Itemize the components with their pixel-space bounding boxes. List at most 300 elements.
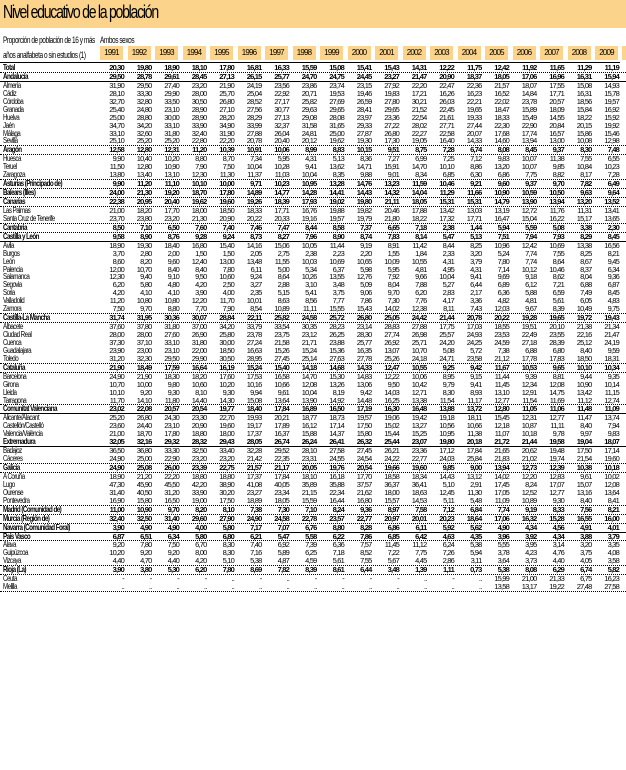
cell-value: 5,38 [470, 540, 482, 550]
cell-value: 32,16 [136, 437, 152, 447]
cell-value: 29,50 [109, 71, 124, 81]
cell-value: 13,94 [521, 136, 537, 146]
cell-value: 7,49 [580, 288, 592, 298]
cell-value: 18,30 [164, 371, 179, 381]
cell-value: 11,75 [467, 63, 482, 72]
cell-value: 8,36 [360, 154, 372, 164]
cell-value: 15,49 [521, 112, 537, 122]
cell-value: 7,21 [552, 280, 564, 290]
row-label: Zamora [3, 304, 22, 314]
cell-value: 3,78 [497, 548, 509, 558]
cell-value: 20,57 [164, 404, 179, 414]
cell-value: 9,71 [250, 179, 262, 189]
cell-value: 28,95 [246, 353, 262, 363]
cell-value: 31,20 [164, 487, 179, 497]
year-header-cutoff [622, 46, 626, 60]
cell-value: 10,03 [301, 256, 317, 266]
cell-value: 12,73 [521, 463, 537, 472]
cell-value: 6,34 [607, 264, 619, 274]
cell-value: 17,88 [411, 205, 427, 215]
cell-value: 21,00 [521, 574, 537, 584]
cell-value: 5,15 [277, 288, 289, 298]
cell-value: 28,02 [411, 120, 427, 130]
cell-value: 18,55 [494, 322, 509, 332]
cell-value: 25,82 [301, 96, 317, 106]
cell-value: 14,71 [356, 162, 372, 172]
cell-value: 6,44 [360, 565, 372, 575]
cell-value: 23,15 [356, 80, 372, 90]
cell-value: 3,20 [580, 540, 592, 550]
cell-value: 18,00 [191, 205, 207, 215]
cell-value: 22,58 [439, 128, 454, 138]
cell-value: 11,30 [467, 487, 482, 497]
cell-value: 10,90 [494, 188, 509, 198]
cell-value: 9,19 [360, 240, 372, 250]
cell-value: 2,30 [607, 222, 619, 232]
cell-value: 22,16 [576, 330, 592, 339]
cell-value: 14,60 [494, 136, 509, 146]
cell-value: 6,75 [580, 574, 592, 584]
cell-value: 7,50 [222, 162, 234, 172]
cell-value: 17,70 [356, 471, 372, 481]
cell-value: - [259, 574, 262, 584]
cell-value: 21,30 [136, 188, 152, 198]
cell-value: 12,83 [549, 471, 564, 481]
cell-value: 8,93 [470, 387, 482, 397]
cell-value: 12,77 [494, 395, 509, 405]
cell-value: 15,55 [329, 304, 344, 314]
cell-value: .. [341, 582, 344, 592]
cell-value: 26,80 [356, 313, 372, 323]
cell-value: 14,76 [356, 179, 372, 189]
cell-value: 16,63 [246, 345, 262, 355]
cell-value: 10,60 [191, 379, 207, 389]
cell-value: 12,40 [191, 256, 207, 266]
cell-value: 9,24 [222, 231, 234, 241]
cell-value: 11,07 [494, 429, 509, 439]
row-label: Castilla y León [3, 231, 39, 241]
table-row [0, 583, 626, 592]
cell-value: 27,24 [246, 337, 262, 347]
cell-value: 41,08 [246, 479, 262, 489]
cell-value: 27,78 [356, 353, 372, 363]
cell-value: 9,42 [470, 362, 482, 372]
cell-value: 20,95 [136, 197, 152, 206]
cell-value: 19,06 [384, 413, 399, 423]
cell-value: 7,28 [607, 170, 619, 180]
cell-value: 20,62 [521, 446, 537, 456]
cell-value: 9,41 [470, 379, 482, 389]
cell-value: 22,20 [164, 471, 179, 481]
cell-value: 9,44 [580, 371, 592, 381]
cell-value: 13,38 [411, 395, 427, 405]
cell-value: 11,03 [274, 170, 289, 180]
cell-value: 25,05 [384, 313, 399, 323]
cell-value: 13,20 [576, 197, 592, 206]
cell-value: 14,89 [246, 188, 262, 198]
cell-value: 29,33 [356, 120, 372, 130]
cell-value: 33,54 [274, 322, 289, 332]
cell-value: 16,33 [274, 63, 289, 72]
cell-value: 28,23 [329, 322, 344, 332]
cell-value: 24,80 [136, 104, 152, 114]
cell-value: 5,11 [443, 495, 454, 505]
cell-value: 19,62 [191, 197, 207, 206]
page-title: Nivel educativo de la población [3, 2, 158, 22]
cell-value: 25,10 [109, 136, 124, 146]
cell-value: 7,94 [607, 421, 619, 431]
cell-value: 35,88 [329, 479, 344, 489]
cell-value: 5,00 [277, 264, 289, 274]
cell-value: 26,80 [219, 96, 234, 106]
cell-value: 8,10 [195, 387, 207, 397]
cell-value: 42,20 [191, 479, 207, 489]
cell-value: 21,30 [191, 213, 207, 223]
cell-value: 14,02 [384, 304, 399, 314]
cell-value: 14,77 [274, 188, 289, 198]
cell-value: 24,03 [439, 454, 454, 464]
row-label: Cuenca [3, 337, 22, 347]
cell-value: 18,80 [191, 471, 207, 481]
cell-value: 10,66 [466, 421, 482, 431]
cell-value: 4,00 [222, 288, 234, 298]
cell-value: 29,65 [384, 104, 399, 114]
row-label: Valladolid [3, 296, 25, 306]
cell-value: 28,20 [219, 112, 234, 122]
cell-value: 6,12 [525, 280, 537, 290]
cell-value: 6,25 [305, 548, 317, 558]
cell-value: 10,55 [411, 256, 427, 266]
cell-value: 15,94 [604, 71, 619, 81]
cell-value: 33,10 [164, 337, 179, 347]
cell-value: 14,31 [411, 63, 427, 72]
cell-value: 27,80 [384, 96, 399, 106]
cell-value: 7,10 [140, 222, 152, 232]
cell-value: 14,55 [549, 112, 564, 122]
cell-value: 7,38 [250, 504, 262, 514]
cell-value: 12,30 [109, 272, 124, 282]
cell-value: 10,46 [439, 179, 454, 189]
cell-value: 3,48 [332, 280, 344, 290]
cell-value: 7,77 [332, 296, 344, 306]
cell-value: 28,80 [136, 112, 152, 122]
year-header-1999: 1999 [320, 46, 343, 60]
year-header-1991: 1991 [100, 46, 123, 60]
cell-value: 1,50 [222, 248, 234, 258]
cell-value: 4,00 [195, 522, 207, 532]
cell-value: 18,90 [109, 240, 124, 250]
cell-value: 11,48 [577, 404, 592, 414]
cell-value: 23,58 [466, 353, 482, 363]
cell-value: 17,45 [494, 479, 509, 489]
cell-value: 9,20 [140, 548, 152, 558]
cell-value: 23,39 [191, 463, 207, 472]
cell-value: 10,18 [521, 429, 537, 439]
cell-value: 16,23 [604, 574, 619, 584]
cell-value: 8,30 [222, 548, 234, 558]
cell-value: 25,26 [384, 353, 399, 363]
cell-value: 27,87 [356, 128, 372, 138]
year-header-1994: 1994 [183, 46, 206, 60]
cell-value: 14,43 [356, 188, 372, 198]
cell-value: 7,80 [222, 565, 234, 575]
cell-value: 10,40 [136, 154, 152, 164]
cell-value: 12,20 [521, 471, 537, 481]
cell-value: 13,40 [136, 170, 152, 180]
cell-value: 15,06 [274, 240, 289, 250]
cell-value: 6,87 [607, 280, 619, 290]
row-label: Comunitat Valenciana [3, 404, 57, 414]
cell-value: 15,31 [439, 197, 454, 206]
cell-value: 4,10 [167, 288, 179, 298]
cell-value: 10,34 [604, 362, 619, 372]
cell-value: 34,20 [136, 120, 152, 130]
cell-value: 26,15 [246, 71, 262, 81]
cell-value: 31,80 [164, 128, 179, 138]
cell-value: 11,67 [494, 362, 509, 372]
cell-value: 23,60 [109, 421, 124, 431]
cell-value: 13,64 [274, 395, 289, 405]
cell-value: 22,90 [521, 120, 537, 130]
cell-value: 8,33 [552, 504, 564, 514]
cell-value: 24,54 [356, 454, 372, 464]
cell-value: 12,47 [384, 362, 399, 372]
row-label: Tarragona [3, 395, 27, 405]
cell-value: 18,31 [604, 353, 619, 363]
cell-value: 10,50 [549, 188, 564, 198]
cell-value: 3,35 [607, 540, 619, 550]
cell-value: 5,72 [470, 345, 482, 355]
cell-value: 9,64 [607, 188, 619, 198]
cell-value: 10,10 [109, 387, 124, 397]
cell-value: 4,56 [552, 522, 564, 532]
cell-value: 18,10 [301, 471, 317, 481]
cell-value: 5,62 [470, 522, 482, 532]
row-label: Lugo [3, 479, 15, 489]
cell-value: 7,27 [387, 154, 399, 164]
cell-value: 12,34 [521, 379, 537, 389]
cell-value: 3,75 [332, 288, 344, 298]
cell-value: 23,00 [136, 345, 152, 355]
cell-value: 11,20 [109, 296, 124, 306]
cell-value: 29,90 [191, 353, 207, 363]
cell-value: 6,74 [470, 145, 482, 155]
cell-value: .. [203, 582, 207, 592]
cell-value: 8,60 [112, 256, 124, 266]
cell-value: 19,17 [246, 421, 262, 431]
cell-value: 8,30 [442, 387, 454, 397]
cell-value: 27,90 [219, 513, 234, 523]
cell-value: 8,11 [443, 304, 454, 314]
cell-value: 7,50 [112, 304, 124, 314]
cell-value: 6,55 [607, 154, 619, 164]
year-header-2003: 2003 [430, 46, 453, 60]
cell-value: 11,30 [219, 170, 234, 180]
cell-value: 11,17 [467, 395, 482, 405]
cell-value: 19,46 [356, 88, 372, 98]
cell-value: 13,80 [109, 170, 124, 180]
cell-value: 6,92 [277, 540, 289, 550]
cell-value: 16,58 [274, 371, 289, 381]
cell-value: 15,80 [356, 429, 372, 439]
cell-value: 16,31 [576, 71, 592, 81]
cell-value: 3,80 [140, 565, 152, 575]
cell-value: 23,20 [191, 80, 207, 90]
cell-value: 23,10 [164, 345, 179, 355]
year-header-1995: 1995 [210, 46, 233, 60]
cell-value: 7,56 [580, 504, 592, 514]
cell-value: 19,53 [329, 88, 344, 98]
cell-value: 2,50 [222, 280, 234, 290]
cell-value: 19,57 [329, 213, 344, 223]
cell-value: 3,90 [112, 522, 124, 532]
cell-value: 4,34 [552, 531, 564, 541]
cell-value: 6,85 [442, 170, 454, 180]
cell-value: 7,94 [525, 231, 537, 241]
cell-value: 3,11 [470, 556, 482, 566]
year-header-1997: 1997 [265, 46, 288, 60]
cell-value: 9,70 [387, 288, 399, 298]
cell-value: 6,59 [552, 288, 564, 298]
cell-value: 34,20 [219, 322, 234, 332]
cell-value: 15,80 [136, 495, 152, 505]
cell-value: 8,40 [580, 495, 592, 505]
cell-value: 7,47 [277, 222, 289, 232]
cell-value: 3,27 [250, 280, 262, 290]
cell-value: .. [121, 582, 124, 592]
cell-value: 9,30 [167, 387, 179, 397]
cell-value: 18,70 [136, 429, 152, 439]
cell-value: 14,92 [329, 395, 344, 405]
cell-value: 20,22 [246, 213, 262, 223]
cell-value: 4,17 [442, 296, 454, 306]
cell-value: 4,20 [195, 280, 207, 290]
cell-value: 19,92 [604, 120, 619, 130]
cell-value: 19,00 [191, 495, 207, 505]
year-header-2004: 2004 [458, 46, 481, 60]
cell-value: 18,11 [467, 413, 482, 423]
cell-value: - [342, 574, 344, 584]
cell-value: 15,57 [384, 495, 399, 505]
cell-value: 5,94 [497, 222, 509, 232]
cell-value: 7,93 [552, 231, 564, 241]
cell-value: 11,38 [549, 154, 564, 164]
cell-value: 27,74 [384, 330, 399, 339]
cell-value: 11,15 [604, 387, 619, 397]
cell-value: 26,04 [274, 128, 289, 138]
cell-value: 24,93 [466, 330, 482, 339]
cell-value: .. [231, 574, 234, 584]
cell-value: 15,08 [329, 63, 344, 72]
row-label: Rioja (La) [3, 565, 26, 575]
cell-value: 10,20 [109, 548, 124, 558]
cell-value: 14,28 [301, 188, 317, 198]
cell-value: 5,92 [442, 522, 454, 532]
cell-value: 8,24 [332, 504, 344, 514]
cell-value: 6,34 [167, 531, 179, 541]
cell-value: 19,74 [549, 454, 564, 464]
cell-value: 29,52 [274, 446, 289, 456]
cell-value: 32,60 [136, 128, 152, 138]
cell-value: 27,58 [604, 582, 619, 592]
cell-value: 22,20 [219, 136, 234, 146]
cell-value: 11,92 [522, 63, 537, 72]
year-header-2008: 2008 [568, 46, 591, 60]
cell-value: 20,90 [219, 213, 234, 223]
cell-value: 33,99 [246, 120, 262, 130]
cell-value: 3,48 [387, 565, 399, 575]
cell-value: 10,04 [439, 272, 454, 282]
cell-value: 11,44 [329, 240, 344, 250]
cell-value: 15,89 [521, 104, 537, 114]
cell-value: 10,89 [521, 495, 537, 505]
cell-value: 4,87 [277, 556, 289, 566]
cell-value: 23,56 [274, 80, 289, 90]
cell-value: 8,17 [580, 170, 592, 180]
cell-value: 19,42 [411, 413, 427, 423]
cell-value: 13,62 [329, 162, 344, 172]
cell-value: 45,90 [136, 479, 152, 489]
cell-value: 14,70 [411, 162, 427, 172]
cell-value: 8,54 [250, 304, 262, 314]
cell-value: 30,77 [274, 104, 289, 114]
cell-value: 15,26 [274, 345, 289, 355]
cell-value: 14,75 [549, 387, 564, 397]
cell-value: 13,72 [466, 404, 482, 414]
cell-value: 9,59 [607, 345, 619, 355]
cell-value: 2,38 [305, 248, 317, 258]
cell-value: 6,05 [580, 296, 592, 306]
cell-value: 10,70 [411, 345, 427, 355]
cell-value: 30,50 [219, 353, 234, 363]
cell-value: 8,21 [607, 504, 619, 514]
cell-value: 10,56 [439, 421, 454, 431]
cell-value: 22,38 [109, 197, 124, 206]
cell-value: 7,43 [470, 304, 482, 314]
cell-value: 4,90 [140, 522, 152, 532]
row-label: Pontevedra [3, 495, 30, 505]
cell-value: 32,50 [191, 446, 207, 456]
cell-value: 11,20 [192, 145, 207, 155]
cell-value: 30,00 [164, 112, 179, 122]
cell-value: 9,41 [305, 162, 317, 172]
cell-value: 10,04 [301, 170, 317, 180]
cell-value: 7,30 [277, 504, 289, 514]
cell-value: 14,04 [411, 188, 427, 198]
cell-value: 27,56 [246, 104, 262, 114]
cell-value: 17,07 [549, 479, 564, 489]
cell-value: 7,82 [580, 179, 592, 189]
cell-value: 5,38 [497, 565, 509, 575]
cell-value: 9,35 [607, 371, 619, 381]
cell-value: 10,00 [136, 379, 152, 389]
cell-value: 10,04 [246, 162, 262, 172]
cell-value: 19,60 [604, 454, 619, 464]
cell-value: 19,57 [604, 96, 619, 106]
cell-value: 10,90 [164, 162, 179, 172]
cell-value: 11,12 [412, 540, 427, 550]
cell-value: 26,41 [329, 437, 344, 447]
cell-value: 6,88 [525, 345, 537, 355]
cell-value: 14,10 [136, 395, 152, 405]
cell-value: 6,80 [222, 531, 234, 541]
cell-value: 7,12 [442, 504, 454, 514]
cell-value: 9,50 [195, 272, 207, 282]
cell-value: 10,95 [439, 429, 454, 439]
cell-value: 4,31 [442, 256, 454, 266]
cell-value: 9,20 [140, 387, 152, 397]
cell-value: 19,60 [219, 421, 234, 431]
